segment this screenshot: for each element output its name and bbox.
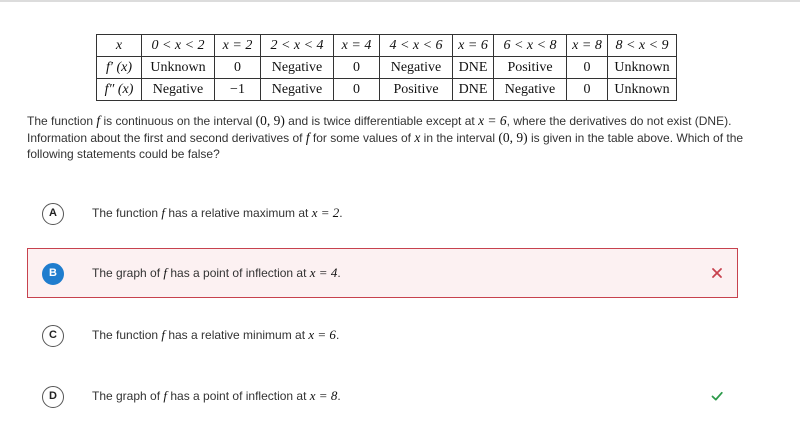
choice-letter-badge: C: [42, 325, 64, 347]
question-prompt: The function f is continuous on the interval (0, 9) and is twice differentiable except at x = 6, where the derivatives do not exist (DNE). Information about the first and second derivatives of f for some values of x in the interval (0, 9) is given in the table above. Which of the following statements could be false?: [27, 113, 744, 161]
table-row-second-derivative: [97, 79, 677, 101]
table-header-cell: 0 < x < 2: [142, 35, 215, 57]
table-cell: 0: [334, 57, 380, 79]
table-cell: −1: [215, 79, 261, 101]
choice-text: The function f has a relative maximum at x = 2.: [92, 205, 343, 220]
answer-choice-a[interactable]: [27, 188, 738, 238]
table-header-cell: x = 4: [334, 35, 380, 57]
answer-choice-d[interactable]: [27, 371, 738, 421]
choice-text: The function f has a relative minimum at x = 6.: [92, 327, 340, 342]
table-header-cell: x = 2: [215, 35, 261, 57]
choice-letter-badge: B: [42, 263, 64, 285]
derivative-table: [96, 34, 677, 101]
table-header-row: [97, 35, 677, 57]
table-cell: Negative: [142, 79, 215, 101]
choice-text: The graph of f has a point of inflection at x = 8.: [92, 388, 341, 403]
table-row-label: f′ (x): [97, 57, 142, 79]
table-cell: 0: [567, 57, 608, 79]
table-header-cell: x = 6: [453, 35, 494, 57]
table-cell: Negative: [494, 79, 567, 101]
checkmark-icon: [710, 389, 724, 403]
table-cell: Unknown: [608, 57, 677, 79]
table-cell: Negative: [380, 57, 453, 79]
table-row-first-derivative: [97, 57, 677, 79]
table-cell: 0: [567, 79, 608, 101]
table-header-cell: 6 < x < 8: [494, 35, 567, 57]
top-divider: [0, 0, 800, 2]
table-header-cell: 2 < x < 4: [261, 35, 334, 57]
table-cell: Unknown: [608, 79, 677, 101]
table-row-label: f″ (x): [97, 79, 142, 101]
table-cell: 0: [334, 79, 380, 101]
choice-letter-badge: A: [42, 203, 64, 225]
table-cell: Negative: [261, 79, 334, 101]
answer-choice-c[interactable]: [27, 310, 738, 360]
choice-text: The graph of f has a point of inflection at x = 4.: [92, 265, 341, 280]
table-cell: 0: [215, 57, 261, 79]
table-header-cell: x = 8: [567, 35, 608, 57]
table-cell: DNE: [453, 57, 494, 79]
choice-letter-badge: D: [42, 386, 64, 408]
answer-choice-b[interactable]: [27, 248, 738, 298]
close-icon: [710, 266, 724, 280]
table-header-cell: 8 < x < 9: [608, 35, 677, 57]
table-cell: Unknown: [142, 57, 215, 79]
table-header-cell: x: [97, 35, 142, 57]
table-cell: Positive: [494, 57, 567, 79]
table-cell: Positive: [380, 79, 453, 101]
table-cell: DNE: [453, 79, 494, 101]
table-cell: Negative: [261, 57, 334, 79]
table-header-cell: 4 < x < 6: [380, 35, 453, 57]
